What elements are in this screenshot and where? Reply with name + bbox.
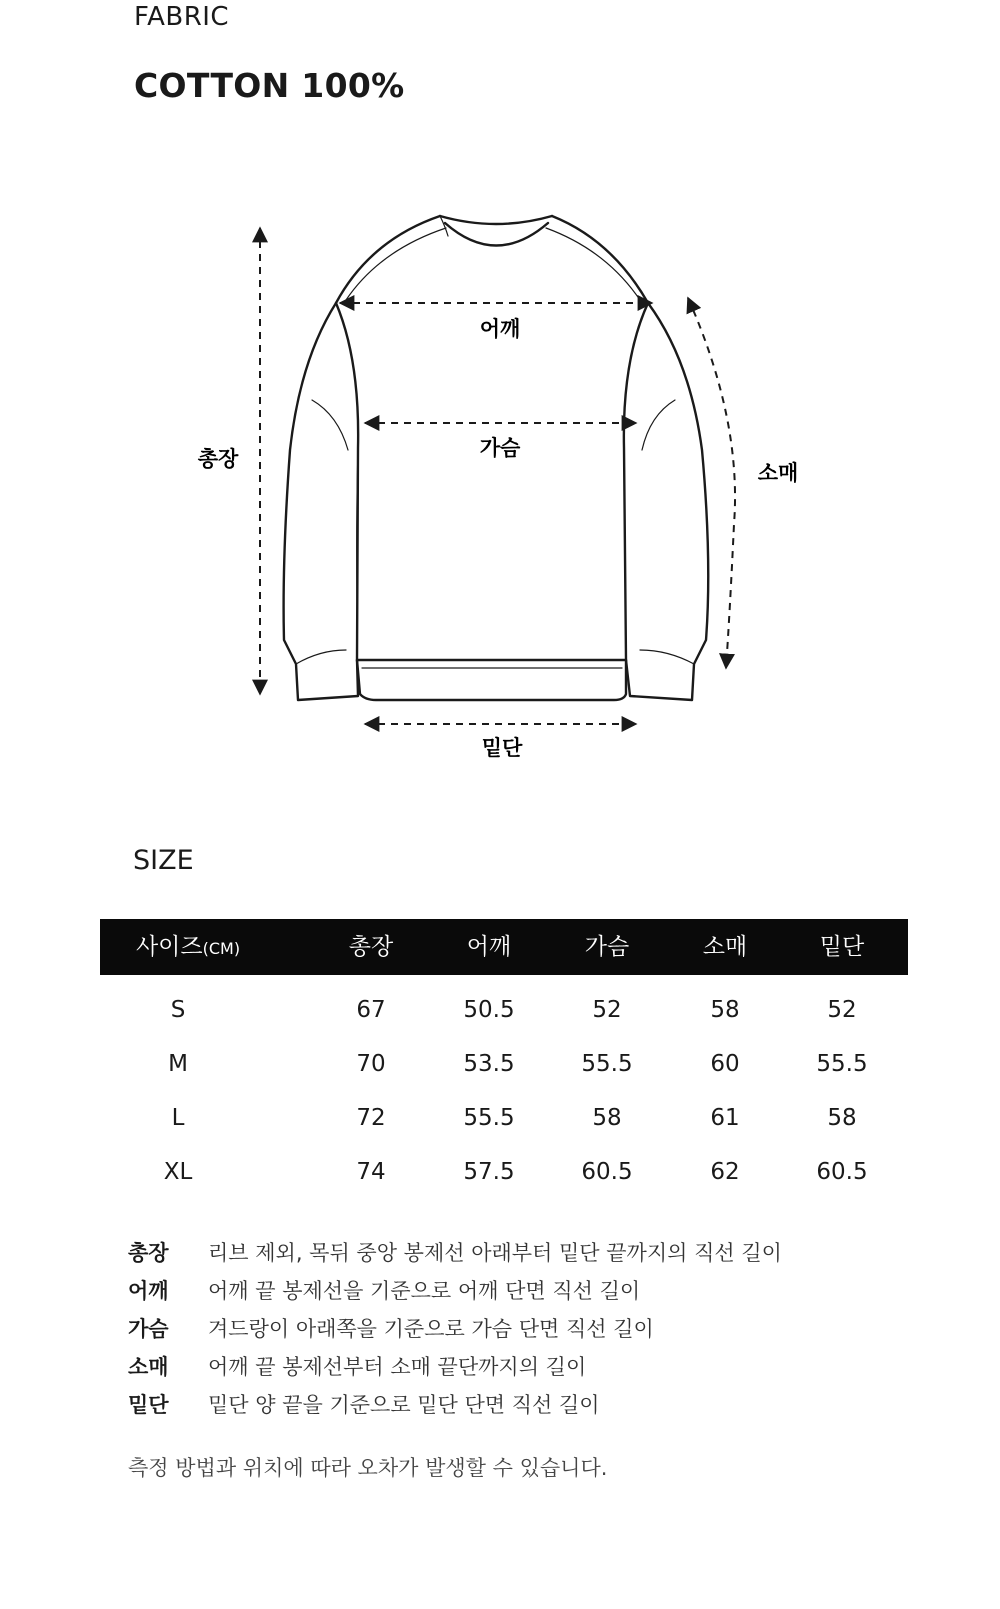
cell-length: 70 xyxy=(356,1051,386,1077)
sleeve-arrow xyxy=(688,298,735,668)
cell-hem: 58 xyxy=(827,1105,857,1131)
measurement-definitions xyxy=(128,1234,988,1424)
definition-term: 어깨 xyxy=(128,1279,169,1303)
collar-inner xyxy=(445,223,548,246)
cell-size: S xyxy=(170,997,186,1023)
size-table-header xyxy=(100,919,908,975)
length-label: 총장 xyxy=(197,447,239,471)
definition-item xyxy=(128,1348,988,1386)
cell-sleeve: 58 xyxy=(710,997,740,1023)
definition-term: 총장 xyxy=(128,1241,169,1265)
cell-hem: 60.5 xyxy=(816,1159,868,1185)
header-length: 총장 xyxy=(348,934,394,960)
fabric-label: FABRIC xyxy=(134,2,230,32)
header-chest: 가슴 xyxy=(584,934,630,960)
shoulder-label: 어깨 xyxy=(479,317,521,341)
fabric-value: COTTON 100% xyxy=(134,66,405,105)
table-row xyxy=(0,1145,1000,1199)
cell-length: 67 xyxy=(356,997,386,1023)
cell-length: 72 xyxy=(356,1105,386,1131)
cell-hem: 52 xyxy=(827,997,857,1023)
definition-text: 밑단 양 끝을 기준으로 밑단 단면 직선 길이 xyxy=(208,1393,600,1417)
cell-shoulder: 57.5 xyxy=(463,1159,515,1185)
table-row xyxy=(0,1091,1000,1145)
sleeve-label: 소매 xyxy=(757,461,799,485)
header-sleeve: 소매 xyxy=(702,934,748,960)
hem-rib xyxy=(357,660,626,700)
definition-text: 어깨 끝 봉제선부터 소매 끝단까지의 길이 xyxy=(208,1355,587,1379)
definition-term: 밑단 xyxy=(128,1393,169,1417)
cell-shoulder: 50.5 xyxy=(463,997,515,1023)
collar-outline xyxy=(440,216,552,224)
cell-sleeve: 62 xyxy=(710,1159,740,1185)
hem-label: 밑단 xyxy=(481,736,523,760)
definition-term: 가슴 xyxy=(128,1317,169,1341)
definition-text: 어깨 끝 봉제선을 기준으로 어깨 단면 직선 길이 xyxy=(208,1279,641,1303)
cell-hem: 55.5 xyxy=(816,1051,868,1077)
cell-size: L xyxy=(171,1105,185,1131)
definition-term: 소매 xyxy=(128,1355,169,1379)
cell-size: M xyxy=(168,1051,188,1077)
measurement-note: 측정 방법과 위치에 따라 오차가 발생할 수 있습니다. xyxy=(128,1456,608,1480)
table-row xyxy=(0,983,1000,1037)
chest-label: 가슴 xyxy=(479,436,521,460)
cell-chest: 58 xyxy=(592,1105,622,1131)
right-sleeve xyxy=(626,303,708,700)
left-sleeve xyxy=(284,303,358,700)
table-row xyxy=(0,1037,1000,1091)
header-size: 사이즈(CM) xyxy=(135,934,241,960)
cell-sleeve: 61 xyxy=(710,1105,740,1131)
cell-shoulder: 53.5 xyxy=(463,1051,515,1077)
sweatshirt-diagram xyxy=(0,0,1000,800)
cell-chest: 60.5 xyxy=(581,1159,633,1185)
definition-item xyxy=(128,1272,988,1310)
cell-chest: 55.5 xyxy=(581,1051,633,1077)
size-section-label: SIZE xyxy=(133,845,194,876)
definition-item xyxy=(128,1234,988,1272)
cell-sleeve: 60 xyxy=(710,1051,740,1077)
cell-chest: 52 xyxy=(592,997,622,1023)
cell-length: 74 xyxy=(356,1159,386,1185)
cell-size: XL xyxy=(163,1159,193,1185)
header-hem: 밑단 xyxy=(819,934,865,960)
definition-item xyxy=(128,1310,988,1348)
header-shoulder: 어깨 xyxy=(466,934,512,960)
definition-item xyxy=(128,1386,988,1424)
cell-shoulder: 55.5 xyxy=(463,1105,515,1131)
definition-text: 겨드랑이 아래쪽을 기준으로 가슴 단면 직선 길이 xyxy=(208,1317,654,1341)
definition-text: 리브 제외, 목뒤 중앙 봉제선 아래부터 밑단 끝까지의 직선 길이 xyxy=(208,1241,782,1265)
